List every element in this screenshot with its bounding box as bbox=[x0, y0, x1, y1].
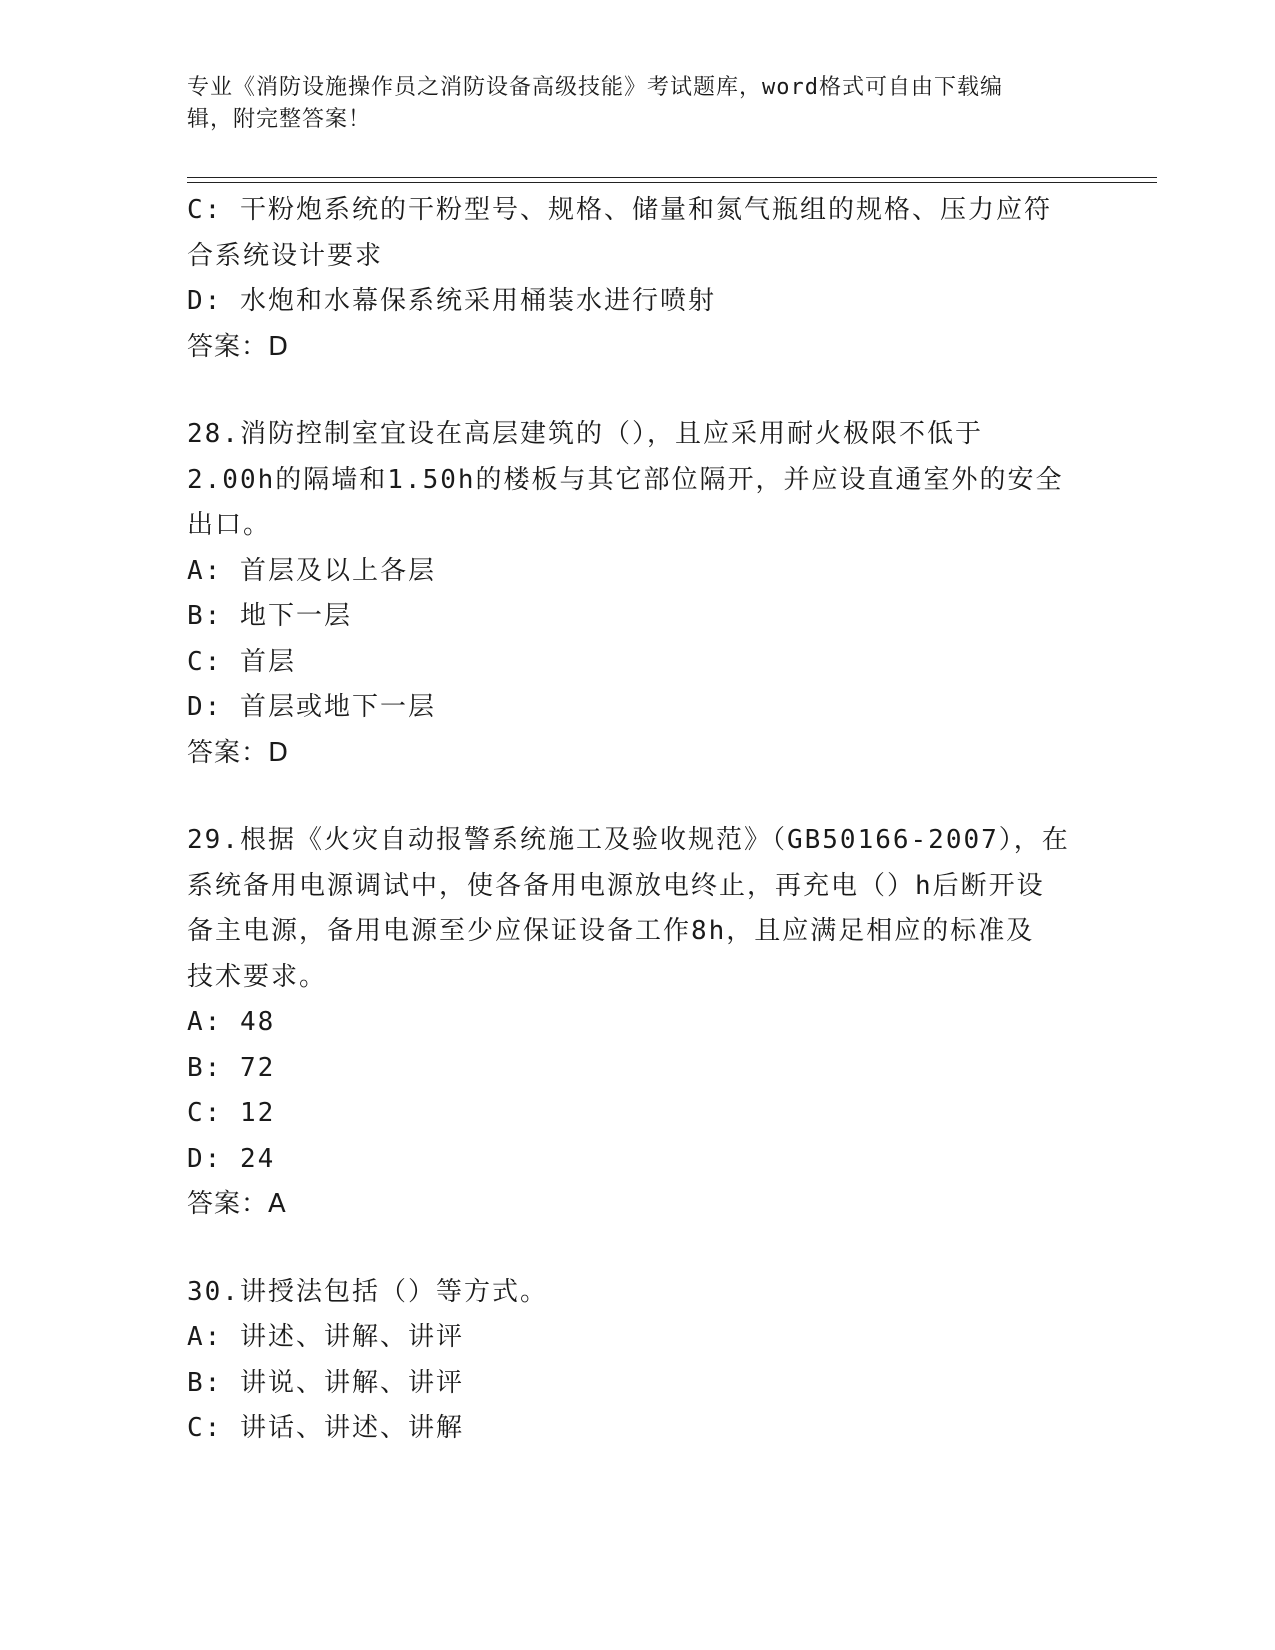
option-c-line-2: 合系统设计要求 bbox=[187, 240, 384, 271]
answer: 答案：D bbox=[187, 737, 290, 768]
answer: 答案：D bbox=[187, 331, 290, 362]
header-line-1: 专业《消防设施操作员之消防设备高级技能》考试题库，word格式可自由下载编 bbox=[187, 75, 1003, 100]
option-a: A: 48 bbox=[187, 1007, 276, 1037]
option-c-line-1: C: 干粉炮系统的干粉型号、规格、储量和氮气瓶组的规格、压力应符 bbox=[187, 195, 1052, 225]
option-d: D: 首层或地下一层 bbox=[187, 692, 436, 722]
spacer bbox=[187, 776, 1087, 818]
option-b: B: 地下一层 bbox=[187, 601, 352, 631]
question-stem-line-1: 28.消防控制室宜设在高层建筑的（），且应采用耐火极限不低于 bbox=[187, 419, 983, 449]
question-stem-line-2: 系统备用电源调试中，使各备用电源放电终止，再充电（）h后断开设 bbox=[187, 870, 1045, 901]
header-rule-bottom bbox=[187, 182, 1157, 183]
question-stem-line-3: 出口。 bbox=[187, 510, 272, 540]
question-30 bbox=[187, 1270, 1087, 1452]
option-c: C: 12 bbox=[187, 1098, 276, 1128]
option-d: D: 水炮和水幕保系统采用桶装水进行喷射 bbox=[187, 286, 716, 316]
option-b: B: 讲说、讲解、讲评 bbox=[187, 1367, 464, 1398]
question-27-tail bbox=[187, 188, 1087, 370]
option-d: D: 24 bbox=[187, 1143, 276, 1174]
option-c: C: 首层 bbox=[187, 646, 296, 677]
option-b: B: 72 bbox=[187, 1052, 276, 1083]
question-stem-line-1: 29.根据《火灾自动报警系统施工及验收规范》（GB50166-2007），在 bbox=[187, 825, 1070, 855]
option-a: A: 讲述、讲解、讲评 bbox=[187, 1322, 464, 1352]
question-stem-line-4: 技术要求。 bbox=[187, 961, 328, 992]
spacer bbox=[187, 1228, 1087, 1270]
answer: 答案：A bbox=[187, 1189, 287, 1219]
question-stem-line-3: 备主电源，备用电源至少应保证设备工作8h，且应满足相应的标准及 bbox=[187, 916, 1035, 946]
question-list bbox=[187, 188, 1087, 1452]
question-29 bbox=[187, 818, 1087, 1228]
spacer bbox=[187, 370, 1087, 412]
header-rule-top bbox=[187, 177, 1157, 178]
question-stem-line-1: 30.讲授法包括（）等方式。 bbox=[187, 1276, 548, 1307]
question-stem-line-2: 2.00h的隔墙和1.50h的楼板与其它部位隔开，并应设直通室外的安全 bbox=[187, 464, 1064, 495]
page-header bbox=[187, 72, 1087, 136]
header-line-2: 辑，附完整答案！ bbox=[187, 107, 372, 132]
option-a: A: 首层及以上各层 bbox=[187, 555, 436, 586]
question-28 bbox=[187, 412, 1087, 776]
option-c: C: 讲话、讲述、讲解 bbox=[187, 1413, 464, 1443]
